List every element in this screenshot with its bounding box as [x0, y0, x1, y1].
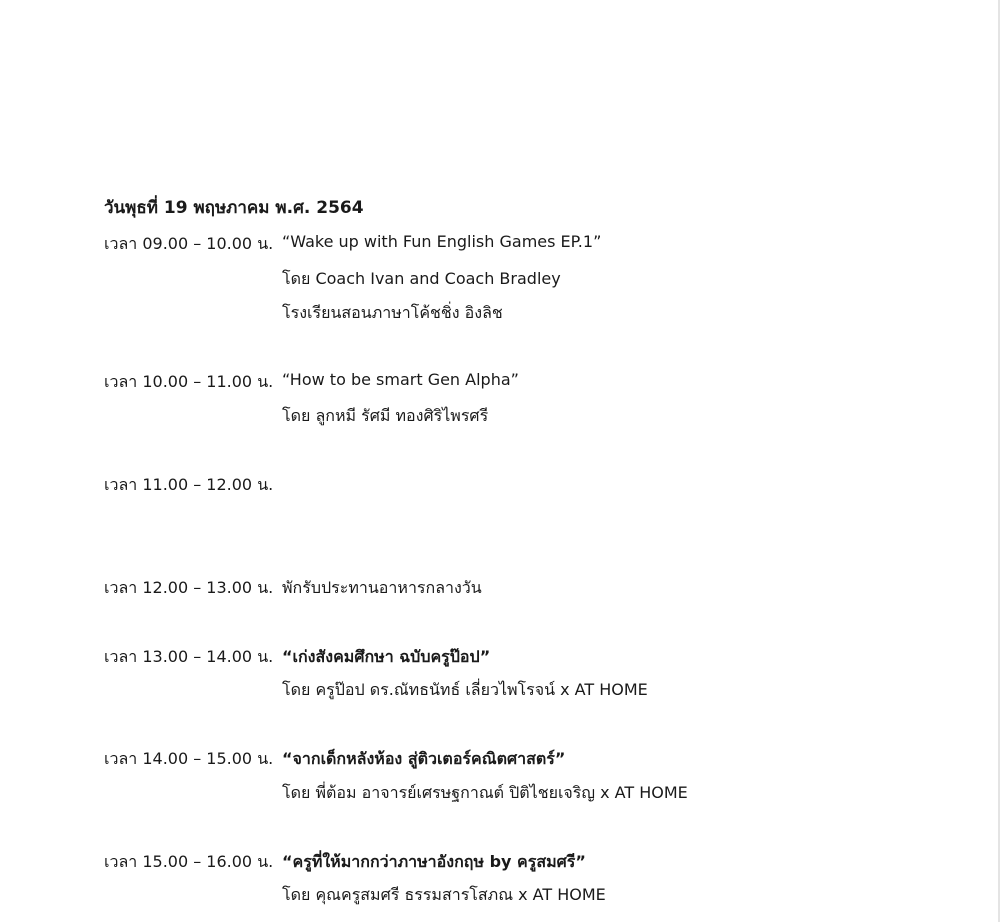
date-heading: วันพุธที่ 19 พฤษภาคม พ.ศ. 2564: [104, 198, 364, 218]
session-time: เวลา 10.00 – 11.00 น.: [104, 372, 274, 391]
session-time: เวลา 12.00 – 13.00 น.: [104, 578, 274, 597]
session-time: เวลา 09.00 – 10.00 น.: [104, 234, 274, 253]
session-time: เวลา 15.00 – 16.00 น.: [104, 852, 274, 871]
session-title: พักรับประทานอาหารกลางวัน: [282, 578, 482, 597]
session-title: “จากเด็กหลังห้อง สู่ติวเตอร์คณิตศาสตร์”: [282, 749, 566, 768]
session-organization: โรงเรียนสอนภาษาโค้ชชิ่ง อิงลิช: [282, 303, 503, 322]
session-title: “Wake up with Fun English Games EP.1”: [282, 232, 602, 251]
session-time: เวลา 13.00 – 14.00 น.: [104, 647, 274, 666]
session-speaker: โดย ลูกหมี รัศมี ทองศิริไพรศรี: [282, 406, 489, 425]
session-speaker: โดย คุณครูสมศรี ธรรมสารโสภณ x AT HOME: [282, 885, 606, 904]
session-title: “เก่งสังคมศึกษา ฉบับครูป๊อป”: [282, 647, 491, 666]
session-title: “ครูที่ให้มากกว่าภาษาอังกฤษ by ครูสมศรี”: [282, 852, 586, 871]
session-time: เวลา 14.00 – 15.00 น.: [104, 749, 274, 768]
session-title: “How to be smart Gen Alpha”: [282, 370, 519, 389]
session-speaker: โดย ครูป๊อป ดร.ณัทธนัทธ์ เลี่ยวไพโรจน์ x AT HOME: [282, 680, 648, 699]
session-speaker: โดย พี่ต้อม อาจารย์เศรษฐกาณต์ ปิติไชยเจริญ x AT HOME: [282, 783, 688, 802]
session-time: เวลา 11.00 – 12.00 น.: [104, 475, 274, 494]
session-speaker: โดย Coach Ivan and Coach Bradley: [282, 269, 561, 288]
